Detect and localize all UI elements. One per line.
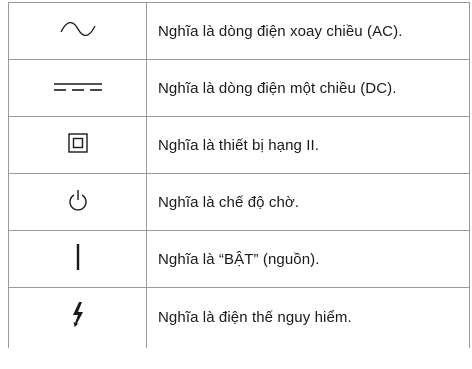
symbol-meaning: Nghĩa là dòng điện xoay chiều (AC). xyxy=(147,3,470,60)
symbol-meaning: Nghĩa là dòng điện một chiều (DC). xyxy=(147,60,470,117)
direct-current-icon xyxy=(53,82,103,92)
symbol-cell xyxy=(9,174,147,231)
table-row xyxy=(9,60,470,117)
dangerous-voltage-icon xyxy=(70,301,86,329)
symbol-cell xyxy=(9,288,147,348)
symbol-meaning: Nghĩa là “BẬT” (nguồn). xyxy=(147,231,470,288)
symbol-cell xyxy=(9,60,147,117)
symbol-cell xyxy=(9,3,147,60)
symbol-table xyxy=(8,2,470,348)
class-ii-equipment-icon xyxy=(68,133,88,153)
alternating-current-icon xyxy=(60,22,96,36)
symbol-meaning: Nghĩa là thiết bị hạng II. xyxy=(147,117,470,174)
table-row xyxy=(9,288,470,348)
symbol-cell xyxy=(9,117,147,174)
table-row xyxy=(9,3,470,60)
table-row xyxy=(9,174,470,231)
power-on-icon xyxy=(75,243,81,271)
symbol-meaning: Nghĩa là điện thế nguy hiểm. xyxy=(147,288,470,348)
table-row xyxy=(9,231,470,288)
standby-power-icon xyxy=(68,189,88,211)
symbol-meaning: Nghĩa là chế độ chờ. xyxy=(147,174,470,231)
symbol-cell xyxy=(9,231,147,288)
table-row xyxy=(9,117,470,174)
